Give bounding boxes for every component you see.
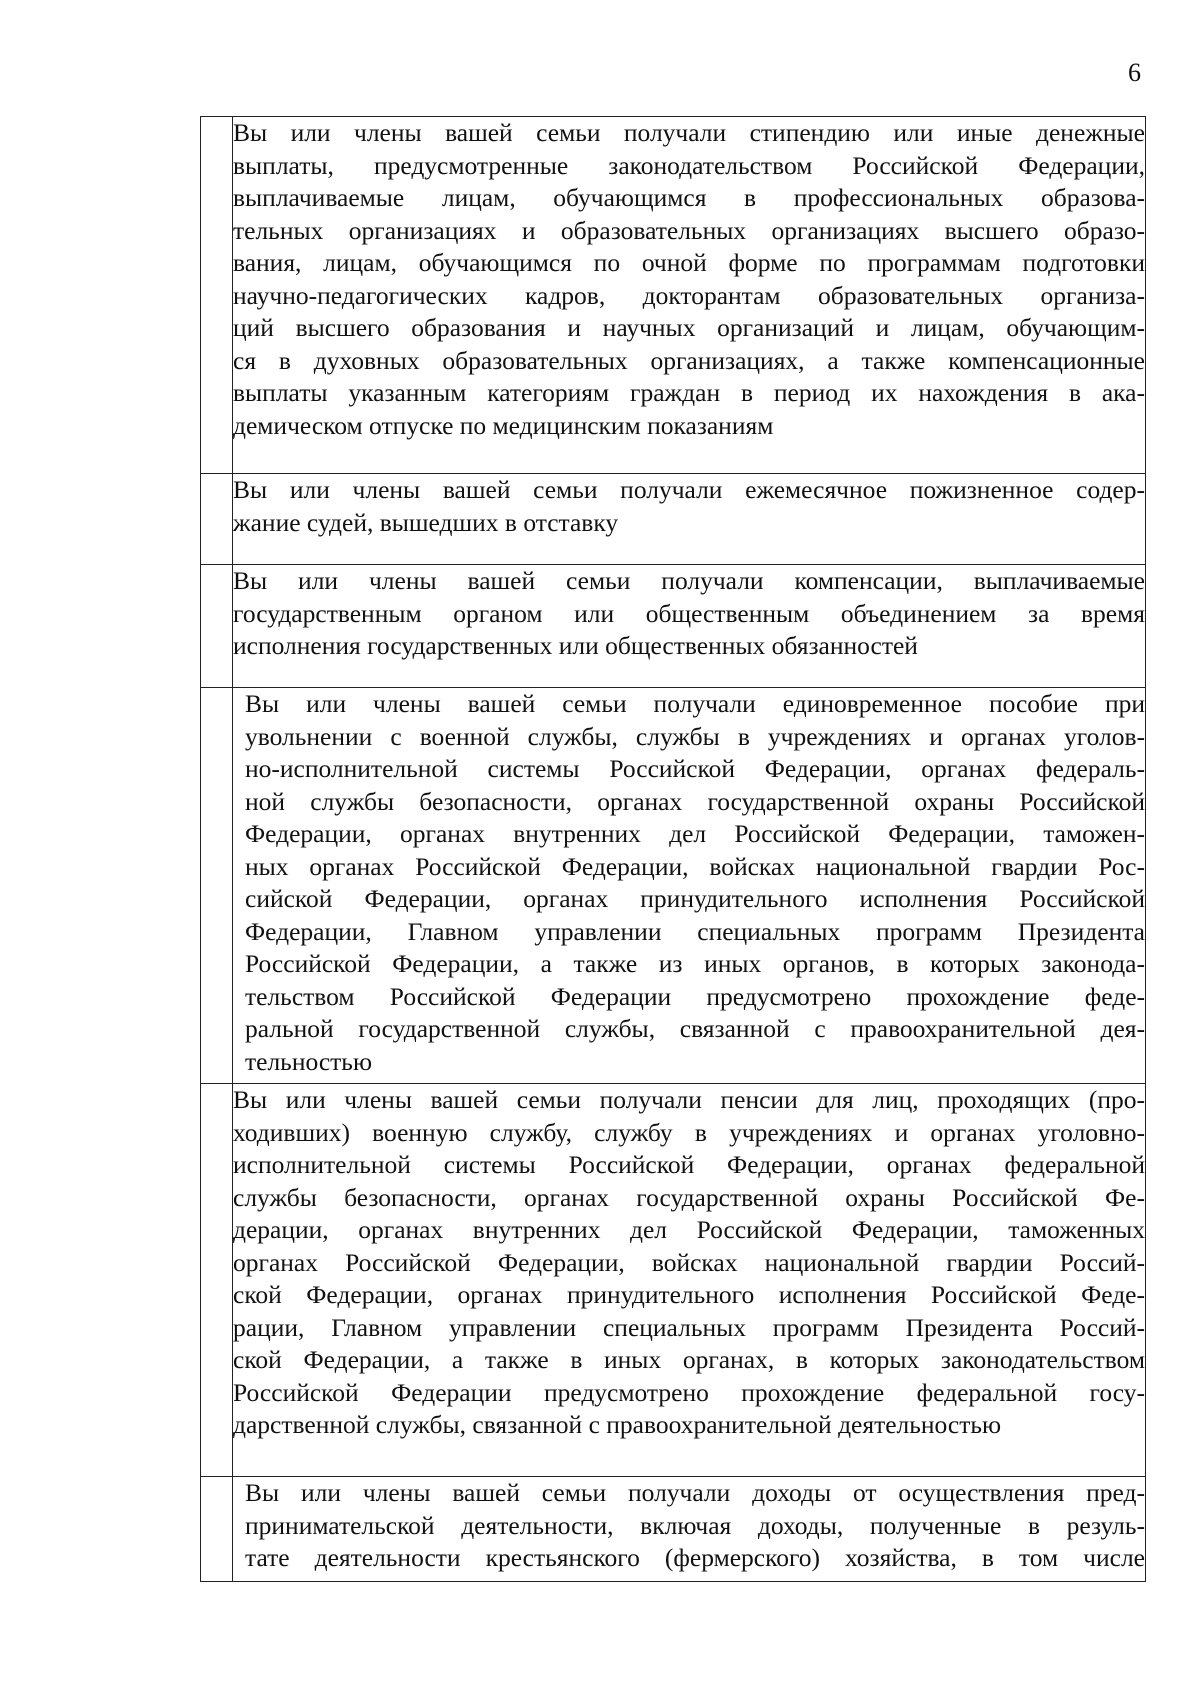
text-line: Вы или члены вашей семьи получали пенсии для лиц, проходящих (про- (233, 1085, 1145, 1114)
text-line: Федерации, органах внутренних дел Российской Федерации, таможен- (245, 819, 1145, 848)
text-line: научно-педагогических кадров, докторантам образовательных организа- (233, 280, 1145, 310)
text-line: исполнительной системы Российской Федерации, органах федеральной (233, 1150, 1145, 1179)
text-line: рации, Главном управлении специальных программ Президента Россий- (233, 1312, 1145, 1342)
text-line: дарственной службы, связанной с правоохранительной деятельностью (233, 1410, 1002, 1439)
question-text (233, 688, 1146, 1084)
text-line: органах Российской Федерации, войсках национальной гвардии Россий- (233, 1247, 1145, 1277)
text-line: Вы или члены вашей семьи получали стипендию или иные денежные (233, 118, 1145, 147)
answer-checkbox-cell[interactable] (201, 117, 233, 474)
question-row (201, 565, 1146, 688)
text-line: тельством Российской Федерации предусмотрено прохождение феде- (245, 981, 1145, 1011)
question-row (201, 1477, 1146, 1582)
answer-checkbox-cell[interactable] (201, 474, 233, 565)
text-line: Федерации, Главном управлении специальных программ Президента (245, 916, 1145, 946)
question-text (233, 1084, 1146, 1477)
text-line: но-исполнительной системы Российской Федерации, органах федераль- (245, 754, 1145, 783)
text-line: тате деятельности крестьянского (фермерского) хозяйства, в том числе (245, 1543, 1145, 1572)
text-line: выплаты указанным категориям граждан в период их нахождения в ака- (233, 378, 1145, 407)
text-line: дерации, органах внутренних дел Российской Федерации, таможенных (233, 1215, 1145, 1244)
answer-checkbox-cell[interactable] (201, 1084, 233, 1477)
question-text (233, 1477, 1146, 1582)
question-text (233, 565, 1146, 688)
question-row (201, 1084, 1146, 1477)
text-line: Российской Федерации, а также из иных органов, в которых законода- (245, 949, 1145, 978)
text-line: ся в духовных образовательных организациях, а также компенсационные (233, 345, 1145, 375)
text-line: ной службы безопасности, органах государственной охраны Российской (245, 786, 1145, 816)
answer-checkbox-cell[interactable] (201, 565, 233, 688)
question-row (201, 688, 1146, 1084)
text-line: Российской Федерации предусмотрено прохождение федеральной госу- (233, 1377, 1145, 1407)
text-line: выплаты, предусмотренные законодательством Российской Федерации, (233, 150, 1145, 180)
text-line: ской Федерации, а также в иных органах, в которых законодательством (233, 1345, 1145, 1374)
text-line: вания, лицам, обучающимся по очной форме по программам подготовки (233, 248, 1145, 277)
text-line: Вы или члены вашей семьи получали компенсации, выплачиваемые (233, 566, 1145, 595)
text-line: исполнения государственных или общественных обязанностей (233, 631, 918, 660)
text-line: государственным органом или общественным объединением за время (233, 598, 1145, 628)
text-line: тельных организациях и образовательных организациях высшего образо- (233, 215, 1145, 245)
text-line: Вы или члены вашей семьи получали доходы от осуществления пред- (245, 1478, 1145, 1507)
text-line: выплачиваемые лицам, обучающимся в профессиональных образова- (233, 183, 1145, 212)
answer-checkbox-cell[interactable] (201, 1477, 233, 1582)
answer-checkbox-cell[interactable] (201, 688, 233, 1084)
text-line: ской Федерации, органах принудительного исполнения Российской Феде- (233, 1280, 1145, 1309)
income-questions-table (200, 116, 1146, 1582)
page-number: 6 (1128, 58, 1141, 87)
text-line: службы безопасности, органах государственной охраны Российской Фе- (233, 1182, 1145, 1212)
text-line: Вы или члены вашей семьи получали ежемесячное пожизненное содер- (233, 475, 1145, 504)
text-line: ций высшего образования и научных организаций и лицам, обучающим- (233, 313, 1145, 342)
question-text (233, 474, 1146, 565)
text-line: ральной государственной службы, связанной с правоохранительной дея- (245, 1014, 1145, 1043)
text-line: сийской Федерации, органах принудительного исполнения Российской (245, 884, 1145, 913)
question-text (233, 117, 1146, 474)
question-row (201, 474, 1146, 565)
text-line: жание судей, вышедших в отставку (233, 507, 619, 537)
text-line: увольнении с военной службы, службы в учреждениях и органах уголов- (245, 721, 1145, 751)
text-line: ходивших) военную службу, службу в учреждениях и органах уголовно- (233, 1117, 1145, 1147)
text-line: Вы или члены вашей семьи получали единовременное пособие при (245, 689, 1145, 718)
text-line: ных органах Российской Федерации, войсках национальной гвардии Рос- (245, 851, 1145, 881)
text-line: принимательской деятельности, включая доходы, полученные в резуль- (245, 1510, 1145, 1540)
question-row (201, 117, 1146, 474)
text-line: демическом отпуске по медицинским показаниям (233, 410, 774, 440)
text-line: тельностью (245, 1046, 372, 1076)
